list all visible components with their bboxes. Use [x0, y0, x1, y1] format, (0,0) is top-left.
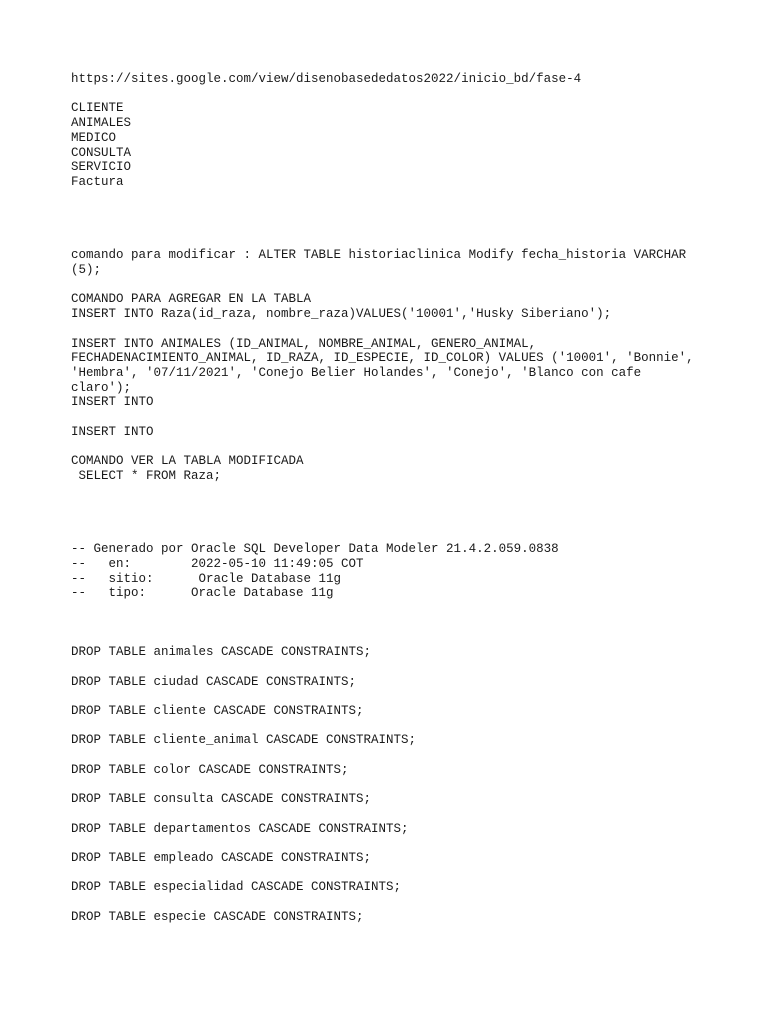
drop-statement: DROP TABLE departamentos CASCADE CONSTRAINTS; [71, 821, 409, 836]
table-name-item: SERVICIO [71, 160, 132, 175]
drop-statement: DROP TABLE animales CASCADE CONSTRAINTS; [71, 645, 372, 660]
add-heading: COMANDO PARA AGREGAR EN LA TABLA [71, 292, 312, 307]
generated-type-comment: -- tipo: Oracle Database 11g [71, 586, 334, 601]
modify-command: comando para modificar : ALTER TABLE historiaclinica Modify fecha_historia VARCHAR (5); [71, 248, 687, 278]
drop-statement: DROP TABLE especie CASCADE CONSTRAINTS; [71, 909, 364, 924]
source-url: https://sites.google.com/view/disenobasededatos2022/inicio_bd/fase-4 [71, 72, 582, 86]
select-command: SELECT * FROM Raza; [71, 468, 222, 483]
generated-site-comment: -- sitio: Oracle Database 11g [71, 571, 342, 586]
insert-into-stub: INSERT INTO [71, 424, 154, 439]
drop-statement: DROP TABLE color CASCADE CONSTRAINTS; [71, 762, 349, 777]
drop-statement: DROP TABLE especialidad CASCADE CONSTRAINTS; [71, 880, 402, 895]
drop-statement: DROP TABLE ciudad CASCADE CONSTRAINTS; [71, 674, 357, 689]
drop-statement: DROP TABLE cliente_animal CASCADE CONSTRAINTS; [71, 733, 417, 748]
generated-by-comment: -- Generado por Oracle SQL Developer Data Modeler 21.4.2.059.0838 [71, 542, 559, 557]
drop-statement: DROP TABLE cliente CASCADE CONSTRAINTS; [71, 703, 364, 718]
generated-date-comment: -- en: 2022-05-10 11:49:05 COT [71, 557, 364, 571]
insert-into-stub: INSERT INTO [71, 395, 154, 410]
drop-statement: DROP TABLE consulta CASCADE CONSTRAINTS; [71, 792, 372, 807]
table-name-item: CONSULTA [71, 145, 132, 160]
view-heading: COMANDO VER LA TABLA MODIFICADA [71, 454, 304, 469]
insert-animales-command: INSERT INTO ANIMALES (ID_ANIMAL, NOMBRE_ANIMAL, GENERO_ANIMAL, FECHADENACIMIENTO_ANIMAL, ID_RAZA, ID_ESPECIE, ID_COLOR) VALUES ('10001', 'Bonnie', 'Hembra', '07/11/2021', 'Conejo Belier Holandes', 'Conejo', 'Blanco con cafe claro'); [71, 336, 694, 395]
insert-raza-command: INSERT INTO Raza(id_raza, nombre_raza)VALUES('10001','Husky Siberiano'); [71, 307, 612, 322]
table-name-item: ANIMALES [71, 116, 132, 131]
drop-statement: DROP TABLE empleado CASCADE CONSTRAINTS; [71, 850, 372, 865]
table-name-item: MEDICO [71, 130, 117, 145]
table-name-item: CLIENTE [71, 101, 124, 116]
document-page [71, 72, 711, 924]
table-name-item: Factura [71, 174, 124, 189]
